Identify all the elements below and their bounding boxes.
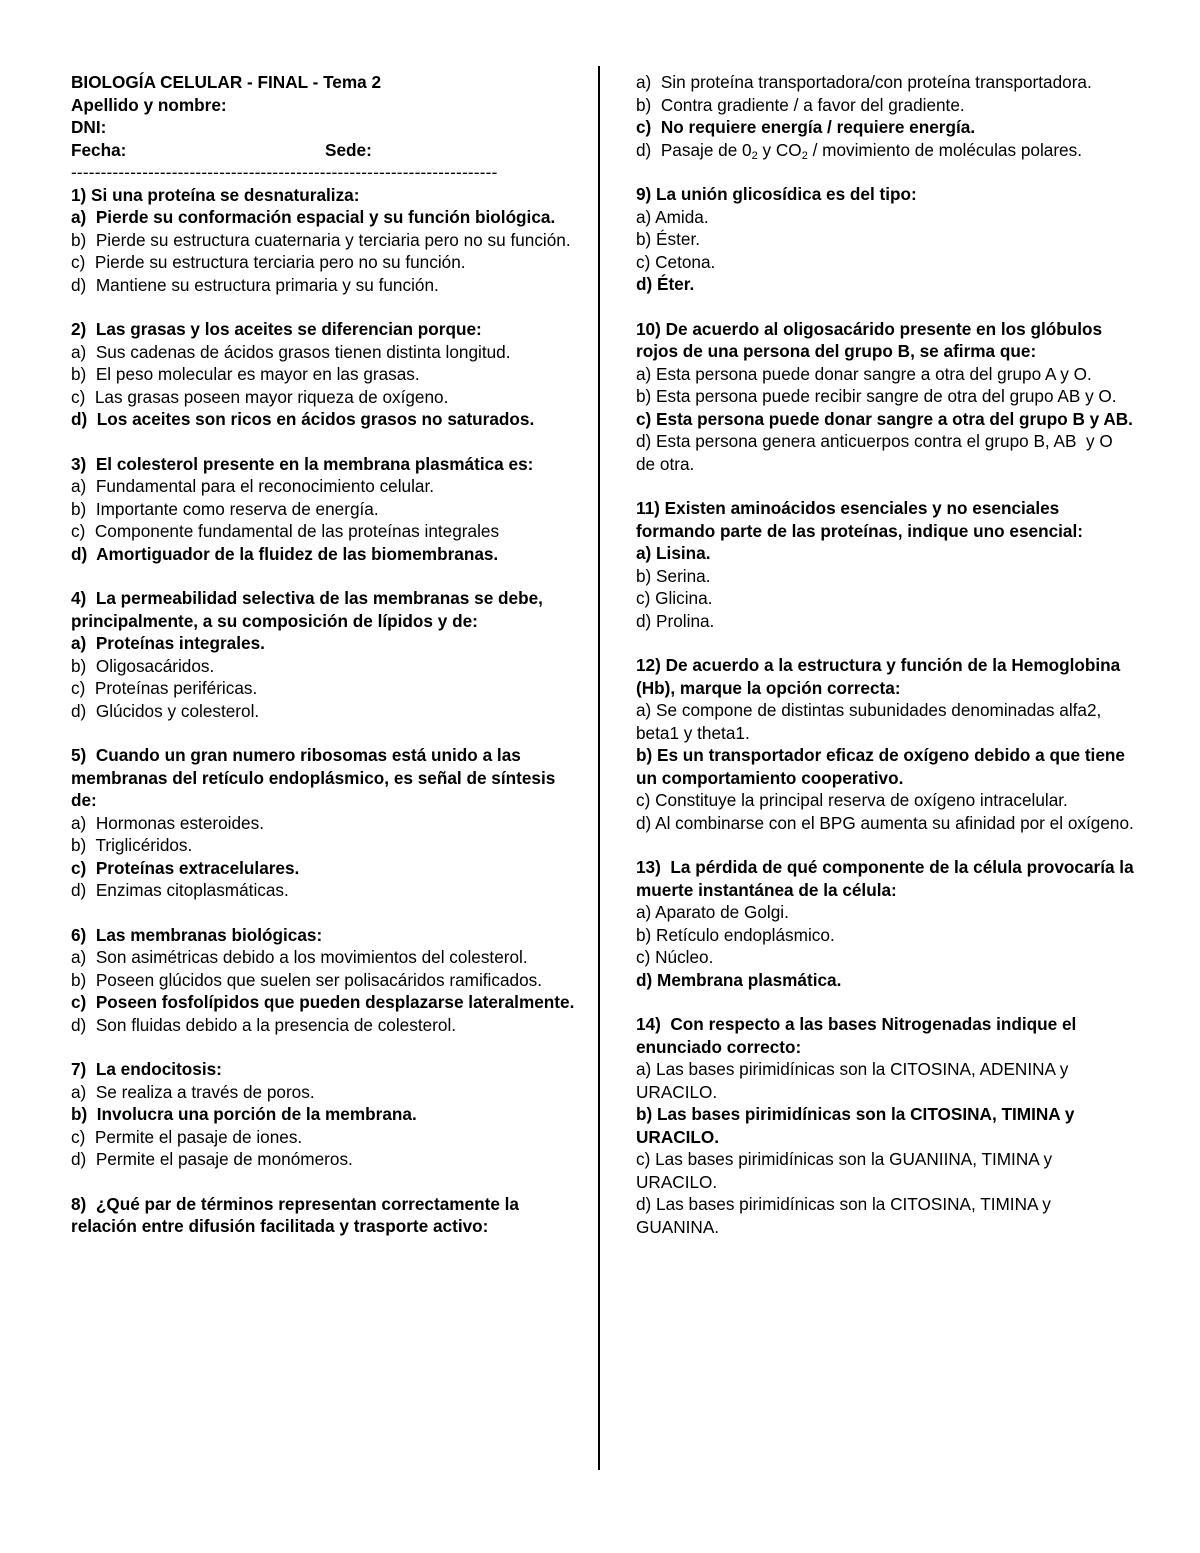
answer-option: b) Contra gradiente / a favor del gradiente.	[636, 94, 965, 115]
answer-option: a) Sus cadenas de ácidos grasos tienen distinta longitud.	[71, 341, 511, 362]
answer-option: d) Prolina.	[636, 610, 715, 631]
answer-option: d) Mantiene su estructura primaria y su función.	[71, 274, 439, 295]
question-stem: 9) La unión glicosídica es del tipo:	[636, 184, 917, 204]
question-block	[71, 184, 576, 297]
answer-option: a) Se realiza a través de poros.	[71, 1081, 315, 1102]
answer-option: b) Poseen glúcidos que suelen ser polisacáridos ramificados.	[71, 969, 543, 990]
header-separator: ------------------------------------------------------------------------	[71, 162, 498, 182]
question-block	[636, 654, 1136, 834]
answer-option: c) Las grasas poseen mayor riqueza de oxígeno.	[71, 386, 449, 407]
question-stem: 11) Existen aminoácidos esenciales y no esenciales formando parte de las proteínas, indique uno esencial:	[636, 498, 1083, 541]
question-block	[636, 1013, 1136, 1238]
answer-option: a) Hormonas esteroides.	[71, 812, 264, 833]
name-label: Apellido y nombre:	[71, 94, 227, 115]
question-block	[71, 453, 576, 566]
answer-option: a) Lisina.	[636, 543, 711, 563]
answer-option: c) Componente fundamental de las proteínas integrales	[71, 521, 500, 541]
question-stem: 12) De acuerdo a la estructura y función de la Hemoglobina (Hb), marque la opción correcta:	[636, 655, 1126, 698]
question-block	[636, 856, 1139, 991]
answer-option: d) Enzimas citoplasmáticas.	[71, 880, 289, 900]
answer-option: b) Retículo endoplásmico.	[636, 924, 835, 945]
question-block	[636, 71, 1136, 161]
answer-option: d) Permite el pasaje de monómeros.	[71, 1149, 353, 1169]
question-stem: 2) Las grasas y los aceites se diferencian porque:	[71, 319, 482, 339]
exam-title: BIOLOGÍA CELULAR - FINAL - Tema 2	[71, 72, 382, 92]
answer-option: b) Es un transportador eficaz de oxígeno debido a que tiene un comportamiento cooperativo.	[636, 745, 1130, 788]
answer-option: d) Amortiguador de la fluidez de las biomembranas.	[71, 543, 499, 564]
answer-option: c) Permite el pasaje de iones.	[71, 1126, 303, 1147]
answer-option: a) Se compone de distintas subunidades denominadas alfa2, beta1 y theta1.	[636, 700, 1107, 743]
answer-option: c) Proteínas periféricas.	[71, 678, 258, 698]
answer-option: a) Amida.	[636, 206, 709, 227]
answer-option: c) No requiere energía / requiere energía.	[636, 117, 976, 137]
answer-option: b) Involucra una porción de la membrana.	[71, 1104, 417, 1124]
answer-option: d) Membrana plasmática.	[636, 969, 842, 990]
question-block	[71, 924, 576, 1037]
right-column	[636, 71, 1139, 1260]
answer-option: c) Pierde su estructura terciaria pero no su función.	[71, 252, 466, 272]
column-divider	[598, 66, 600, 1470]
question-block	[71, 1058, 576, 1171]
answer-option: a) Fundamental para el reconocimiento celular.	[71, 476, 435, 496]
sede-label: Sede:	[325, 139, 372, 160]
answer-option: c) Las bases pirimidínicas son la GUANIINA, TIMINA y URACILO.	[636, 1149, 1057, 1192]
question-block	[636, 318, 1136, 476]
date-sede-row	[71, 139, 576, 162]
answer-option: a) Pierde su conformación espacial y su función biológica.	[71, 207, 556, 227]
answer-option: c) Glicina.	[636, 588, 713, 608]
answer-option: c) Cetona.	[636, 251, 716, 272]
question-stem: 10) De acuerdo al oligosacárido presente en los glóbulos rojos de una persona del grupo B, se afirma que:	[636, 318, 1107, 361]
question-block	[636, 497, 1136, 632]
dni-label: DNI:	[71, 117, 107, 137]
answer-option: d) Esta persona genera anticuerpos contra el grupo B, AB y O de otra.	[636, 431, 1118, 474]
answer-option: b) Éster.	[636, 229, 700, 249]
question-block	[71, 587, 576, 722]
left-column	[71, 71, 576, 1238]
answer-option: d) Las bases pirimidínicas son la CITOSINA, TIMINA y GUANINA.	[636, 1194, 1056, 1237]
question-stem: 7) La endocitosis:	[71, 1059, 222, 1079]
answer-option: a) Aparato de Golgi.	[636, 902, 789, 922]
answer-option: c) Núcleo.	[636, 947, 714, 967]
question-block	[71, 1193, 576, 1238]
answer-option: d) Éter.	[636, 274, 695, 294]
answer-option: b) Las bases pirimidínicas son la CITOSINA, TIMINA y URACILO.	[636, 1104, 1080, 1147]
answer-option: d) Glúcidos y colesterol.	[71, 700, 260, 721]
answer-option: c) Constituye la principal reserva de oxígeno intracelular.	[636, 790, 1068, 810]
answer-option: c) Poseen fosfolípidos que pueden desplazarse lateralmente.	[71, 992, 575, 1012]
answer-option: d) Al combinarse con el BPG aumenta su afinidad por el oxígeno.	[636, 812, 1134, 833]
answer-option: a) Las bases pirimidínicas son la CITOSINA, ADENINA y URACILO.	[636, 1059, 1074, 1102]
question-stem: 5) Cuando un gran numero ribosomas está unido a las membranas del retículo endoplásmico, es señal de síntesis de:	[71, 745, 561, 810]
exam-header	[71, 71, 576, 184]
answer-option: d) Son fluidas debido a la presencia de colesterol.	[71, 1014, 457, 1035]
question-stem: 13) La pérdida de qué componente de la célula provocaría la muerte instantánea de la célula:	[636, 857, 1139, 900]
answer-option: b) Triglicéridos.	[71, 835, 193, 855]
answer-option: c) Esta persona puede donar sangre a otra del grupo B y AB.	[636, 408, 1133, 429]
date-label: Fecha:	[71, 139, 127, 160]
answer-option: b) El peso molecular es mayor en las grasas.	[71, 364, 420, 384]
question-stem: 14) Con respecto a las bases Nitrogenadas indique el enunciado correcto:	[636, 1014, 1082, 1057]
answer-option: b) Serina.	[636, 565, 711, 586]
question-stem: 1) Si una proteína se desnaturaliza:	[71, 184, 360, 205]
answer-option: c) Proteínas extracelulares.	[71, 857, 300, 878]
answer-option: a) Sin proteína transportadora/con proteína transportadora.	[636, 72, 1092, 92]
question-stem: 4) La permeabilidad selectiva de las membranas se debe, principalmente, a su composición de lípidos y de:	[71, 588, 548, 631]
answer-option: b) Esta persona puede recibir sangre de otra del grupo AB y O.	[636, 386, 1117, 406]
answer-option: a) Esta persona puede donar sangre a otra del grupo A y O.	[636, 363, 1092, 384]
question-block	[71, 744, 576, 902]
answer-option: b) Importante como reserva de energía.	[71, 498, 379, 519]
question-block	[636, 183, 1136, 296]
question-block	[71, 318, 576, 431]
answer-option: a) Son asimétricas debido a los movimientos del colesterol.	[71, 947, 528, 967]
question-stem: 6) Las membranas biológicas:	[71, 924, 323, 945]
answer-option: b) Pierde su estructura cuaternaria y terciaria pero no su función.	[71, 229, 571, 250]
answer-option: a) Proteínas integrales.	[71, 633, 265, 653]
answer-option: b) Oligosacáridos.	[71, 655, 215, 676]
answer-option: d) Pasaje de $0_2$ y $CO_2$ / movimiento de moléculas polares.	[636, 139, 1082, 162]
answer-option: d) Los aceites son ricos en ácidos grasos no saturados.	[71, 409, 535, 429]
question-stem: 3) El colesterol presente en la membrana plasmática es:	[71, 453, 534, 474]
question-stem: 8) ¿Qué par de términos representan correctamente la relación entre difusión facilitada y trasporte activo:	[71, 1193, 524, 1236]
